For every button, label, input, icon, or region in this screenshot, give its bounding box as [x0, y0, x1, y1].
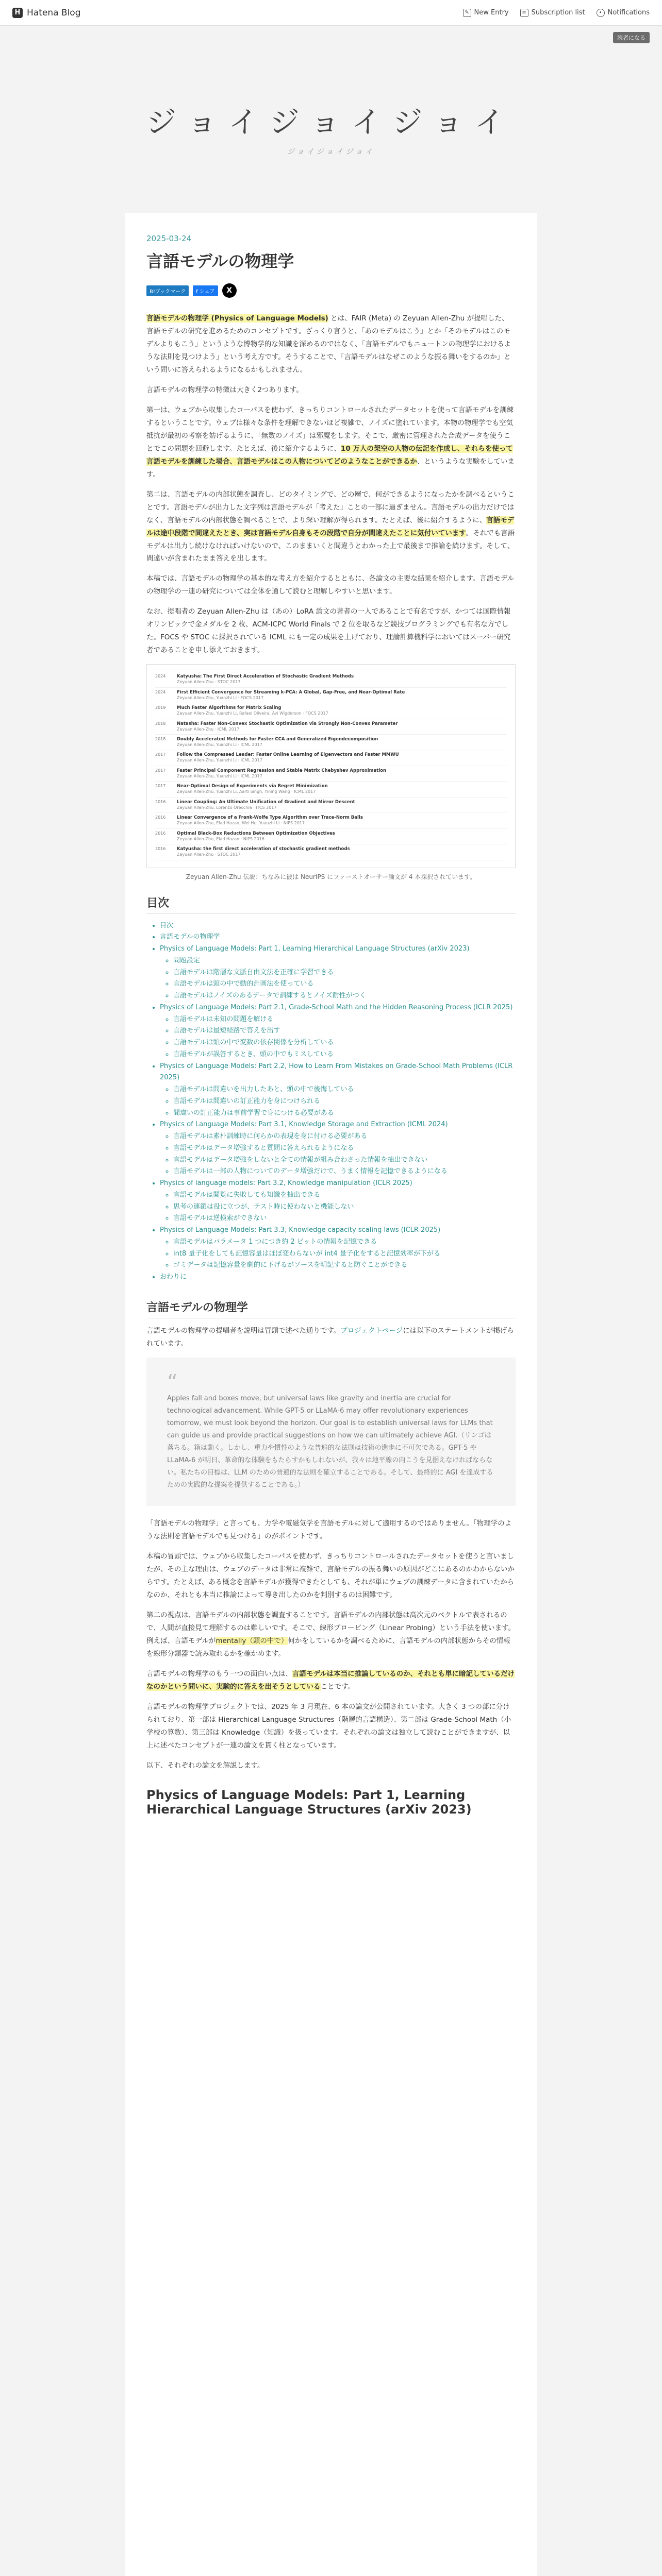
publication-row: [155, 750, 507, 766]
toc-link[interactable]: Physics of Language Models: Part 1, Learning Hierarchical Language Structures (arXiv 2023): [160, 945, 470, 953]
publication-meta: Zeyuan Allen-Zhu, Yuanzhi Li, Rafael Oliveira, Avi Wigderson · FOCS 2017: [177, 711, 328, 716]
toc-item[interactable]: [160, 1178, 516, 1225]
toc-sublist: [160, 1236, 516, 1272]
publication-entry: [177, 737, 378, 748]
toc-link[interactable]: 言語モデルの物理学: [160, 933, 220, 941]
publication-year: 2018: [155, 737, 166, 741]
highlight-text: 10 万人の架空の人物の伝記を作成し、それらを使って言語モデルを訓練した場合、言語モデルはこの人物についてどのようなことができるか: [146, 444, 513, 466]
blog-subtitle: ジョイジョイジョイ: [287, 148, 375, 156]
section-heading: 言語モデルの物理学: [146, 1299, 516, 1318]
publication-title: Doubly Accelerated Methods for Faster CCA and Generalized Eigendecomposition: [177, 737, 378, 742]
subscription-label: Subscription list: [531, 9, 585, 16]
hatena-logo-icon: H: [12, 8, 23, 18]
toc-sublist: [160, 1084, 516, 1119]
publication-year: 2019: [155, 705, 166, 710]
toc-item[interactable]: [160, 1272, 516, 1283]
publication-title: Follow the Compressed Leader: Faster Online Learning of Eigenvectors and Faster MMWU: [177, 752, 399, 758]
publication-row: [155, 766, 507, 782]
toc-subitem[interactable]: ◦ 言語モデルは閲覧に失敗しても知識を抽出できる: [173, 1190, 516, 1201]
toc-item[interactable]: [160, 931, 516, 943]
publication-title: Katyusha: The First Direct Acceleration of Stochastic Gradient Methods: [177, 674, 354, 680]
toc-subitem[interactable]: ◦ 間違いの訂正能力は事前学習で身につける必要がある: [173, 1108, 516, 1120]
paragraph-text: 第一は、ウェブから収集したコーパスを使わず、きっちりコントロールされたデータセットを使って言語モデルを訓練するということです。ウェブは様々な条件を理解できないほど複雑で、ノイズに塗れています。本物の物理学でも空気抵抗が最初の考察を妨げるように、「無数のノイズ」は邪魔をします。そこで、厳密に管理された合成データを使うことでこの問題を回避します。たとえば、後に紹介するように、: [146, 405, 514, 453]
publication-meta: Zeyuan Allen-Zhu · ICML 2017: [177, 726, 239, 732]
toc-subitem[interactable]: ◦ 言語モデルは未知の問題を解ける: [173, 1014, 516, 1026]
publication-entry: [177, 768, 386, 779]
publication-meta: Zeyuan Allen-Zhu, Elad Hazan · NIPS 2016: [177, 836, 264, 841]
publication-list-image: [146, 664, 516, 868]
publication-row: [155, 719, 507, 735]
publication-meta: Zeyuan Allen-Zhu, Yuanzhi Li · ICML 2017: [177, 742, 262, 748]
paragraph: [146, 404, 516, 481]
publication-title: Optimal Black-Box Reductions Between Optimization Objectives: [177, 831, 335, 836]
notifications-label: Notifications: [607, 9, 650, 16]
toc-subitem[interactable]: ◦ 言語モデルは素朴訓練時に何らかの表現を身に付ける必要がある: [173, 1131, 516, 1143]
publication-row: [155, 813, 507, 828]
toc-sublist: [160, 1014, 516, 1061]
toc-link[interactable]: Physics of Language Models: Part 3.3, Knowledge capacity scaling laws (ICLR 2025): [160, 1226, 441, 1234]
toc-subitem[interactable]: ◦ 言語モデルは逆検索ができない: [173, 1213, 516, 1225]
toc-link[interactable]: おわりに: [160, 1273, 187, 1281]
paragraph: 言語モデルの物理学の特徴は大きく2つあります。: [146, 385, 303, 394]
toc-link[interactable]: 目次: [160, 921, 174, 929]
paragraph: [146, 1609, 516, 1660]
publication-year: 2017: [155, 768, 166, 773]
toc-subitem[interactable]: ◦ 言語モデルは頭の中で動的計画法を使っている: [173, 978, 516, 990]
paragraph: 本稿の冒頭では、ウェブから収集したコーパスを使わず、きっちりコントロールされたデータセットを使うと言いましたが、その主な理由は、ウェブのデータは非常に複雑で、言語モデルの振る舞いの原因がどこにあるのかわからないからです。たとえば、ある概念を言語モデルが獲得できたとしても、それが単にウェブの訓練データに含まれていたからなのか、それとも本当に推論によって導き出したのかを判別するのは困難です。: [146, 1552, 515, 1599]
highlight-text: 言語モデルは本当に推論しているのか、それとも単に暗記しているだけなのかという問いに、実験的に答えを出そうとしている: [146, 1669, 515, 1691]
publication-title: First Efficient Convergence for Streaming k-PCA: A Global, Gap-Free, and Near-Optimal Rate: [177, 689, 405, 695]
paragraph-text: ことです。: [320, 1682, 355, 1691]
publication-year: 2016: [155, 799, 166, 804]
toc-item[interactable]: [160, 943, 516, 1002]
publication-year: 2016: [155, 815, 166, 820]
publication-entry: [177, 831, 335, 842]
paragraph-text: 第二は、言語モデルの内部状態を調査し、どのタイミングで、どの層で、何ができるようになったかを調べるということです。言語モデルが出力した文字列は言語モデルが「考えた」ことの一部に過ぎません。言語モデルの出力だけではなく、言語モデルの内部状態を調べることで、より深い理解が得られます。たとえば、後に紹介するように、: [146, 490, 515, 524]
paragraph-text: には以下のステートメントが掲げられています。: [146, 1326, 514, 1348]
paragraph: [146, 488, 516, 566]
top-bar: [0, 0, 662, 26]
toc-subitem[interactable]: ◦ ゴミデータは記憶容量を劇的に下げるがソースを明記すると防ぐことができる: [173, 1260, 516, 1272]
publication-row: [155, 798, 507, 813]
facebook-share-button[interactable]: f シェア: [193, 285, 218, 296]
toc-item[interactable]: [160, 1002, 516, 1061]
publication-entry: [177, 815, 363, 826]
publication-meta: Zeyuan Allen-Zhu, Elad Hazan, Wei Hu, Yuanzhi Li · NIPS 2017: [177, 821, 305, 826]
publication-entry: [177, 784, 328, 794]
publication-meta: Zeyuan Allen-Zhu, Lorenzo Orecchia · ITCS 2017: [177, 805, 277, 810]
quote-text: Apples fall and boxes move, but universal laws like gravity and inertia are crucial for technological advancement. While GPT-5 or LLaMA-6 may offer revolutionary experiences tomorrow, we must look beyond the horizon. Our goal is to establish universal laws for LLMs that can guide us and provide practical suggestions on how we can ultimately achieve AGI.（リンゴは落ちる。箱は動く。しかし、重力や慣性のような普遍的な法則は技術の進歩に不可欠である。GPT-5 や LLaMA-6 が明日、革命的な体験をもたらすかもしれないが、我々は地平線の向こうを見据えなければならない。私たちの目標は、LLM のための普遍的な法則を確立することである。そして、最終的に AGI を達成するための実践的な提案を提供することである。）: [167, 1394, 493, 1489]
paragraph-text: 言語モデルの物理学のもう一つの面白い点は、: [146, 1669, 292, 1678]
publication-row: [155, 735, 507, 750]
toc-item[interactable]: [160, 920, 516, 932]
toc-subitem[interactable]: ◦ 言語モデルは階層な文脈自由文法を正確に学習できる: [173, 967, 516, 979]
paragraph: [146, 1668, 516, 1693]
publication-entry: [177, 800, 355, 810]
toc-subitem[interactable]: ◦ 言語モデルは一部の人物についてのデータ増強だけで、うまく情報を記憶できるようになる: [173, 1166, 516, 1178]
publication-entry: [177, 690, 405, 701]
publication-title: Natasha: Faster Non-Convex Stochastic Optimization via Strongly Non-Convex Parameter: [177, 721, 398, 726]
publication-title: Katyusha: the first direct acceleration of stochastic gradient methods: [177, 846, 350, 852]
publication-meta: Zeyuan Allen-Zhu, Yuanzhi Li · ICML 2017: [177, 758, 262, 763]
bell-icon: •: [597, 9, 605, 17]
paragraph-text: 言語モデルの物理学の提唱者を説明は冒頭で述べた通りです。: [146, 1326, 341, 1335]
toc-subitem[interactable]: ◦ 言語モデルはパラメータ 1 つにつき約 2 ビットの情報を記憶できる: [173, 1236, 516, 1248]
hatena-bookmark-button[interactable]: B!ブックマーク: [146, 285, 189, 296]
publication-meta: Zeyuan Allen-Zhu, Yuanzhi Li · FOCS 2017: [177, 695, 264, 700]
toc-subitem[interactable]: ◦ 思考の連鎖は役に立つが、テスト時に使わないと機能しない: [173, 1201, 516, 1213]
paragraph-text: 。それでも言語モデルは出力し続けなければいけないので、このままいくと間違うとわかった上で最後まで推論を続けます。そして、間違いが含まれたまま答えを出します。: [146, 529, 515, 563]
toc-subitem[interactable]: ◦ 言語モデルは最短経路で答えを出す: [173, 1025, 516, 1037]
toc-subitem[interactable]: ◦ 言語モデルはデータ増強すると質問に答えられるようになる: [173, 1143, 516, 1155]
publication-entry: [177, 674, 354, 685]
new-entry-button[interactable]: [463, 9, 509, 17]
become-reader-button[interactable]: 読者になる: [613, 32, 650, 43]
publication-title: Linear Convergence of a Frank-Wolfe Type Algorithm over Trace-Norm Balls: [177, 815, 363, 821]
top-nav: [463, 9, 650, 17]
paragraph-text: 何かをしているかを調べるために、言語モデルの内部状態からその情報を線形分類器で読み取れるかを確かめます。: [146, 1636, 510, 1658]
brand[interactable]: [12, 8, 81, 18]
publication-meta: Zeyuan Allen-Zhu, Yuanzhi Li, Aarti Singh, Yining Wang · ICML 2017: [177, 789, 316, 794]
table-of-contents: [146, 920, 516, 1283]
publication-meta: Zeyuan Allen-Zhu · STOC 2017: [177, 680, 241, 685]
publication-year: 2017: [155, 752, 166, 757]
toc-sublist: [160, 1190, 516, 1225]
paragraph: 以下、それぞれの論文を解説します。: [146, 1761, 264, 1770]
share-buttons: [146, 283, 516, 298]
publication-row: [155, 688, 507, 703]
paragraph-text: 、というような実験をしています。: [146, 457, 515, 479]
toc-link[interactable]: Physics of Language Models: Part 2.2, How to Learn From Mistakes on Grade-School Math Problems (ICLR 2025): [160, 1062, 513, 1082]
publication-entry: [177, 705, 328, 716]
publication-year: 2016: [155, 831, 166, 836]
highlight-text: 言語モデルは途中段階で間違えたとき、実は言語モデル自身もその段階で自分が間違えたことに気付いています: [146, 516, 515, 537]
publication-title: Linear Coupling: An Ultimate Unification of Gradient and Mirror Descent: [177, 799, 355, 805]
publication-row: [155, 829, 507, 844]
toc-subitem[interactable]: ◦ 言語モデルが誤答するとき、頭の中でもミスしている: [173, 1049, 516, 1061]
toc-subitem[interactable]: ◦ 言語モデルは頭の中で変数の依存関係を分析している: [173, 1037, 516, 1049]
quote-mark-icon: “: [167, 1370, 178, 1394]
toc-subitem[interactable]: ◦ 言語モデルはデータ増強をしないと全ての情報が組み合わさった情報を抽出できない: [173, 1155, 516, 1166]
paragraph: [146, 312, 516, 377]
toc-link[interactable]: Physics of Language Models: Part 3.1, Knowledge Storage and Extraction (ICML 2024): [160, 1121, 448, 1129]
publication-year: 2018: [155, 721, 166, 726]
publication-year: 2016: [155, 846, 166, 852]
publication-entry: [177, 846, 350, 857]
publication-meta: Zeyuan Allen-Zhu, Yuanzhi Li · ICML 2017: [177, 773, 262, 778]
blockquote: [146, 1358, 516, 1506]
paragraph: 言語モデルの物理学プロジェクトでは、2025 年 3 月現在、6 本の論文が公開されています。大きく 3 つの部に分けられており、第一部は Hierarchical Language Structures（階層的言語構造）、第二部は Grade-School Math（小学校の算数）、第三部は Knowledge（知識）を扱っています。それぞれの論文は独立して読むことができますが、以上に述べたコンセプトが一連の論文を貫く柱となっています。: [146, 1702, 511, 1750]
toc-item[interactable]: [160, 1225, 516, 1272]
publication-entry: [177, 752, 399, 763]
subscription-list-button[interactable]: [520, 9, 585, 17]
x-share-button[interactable]: X: [222, 283, 237, 298]
paragraph: 「言語モデルの物理学」と言っても、力学や電磁気学を言語モデルに対して適用するのではありません。「物理学のような法則を言語モデルでも見つける」のがポイントです。: [146, 1519, 512, 1541]
notifications-button[interactable]: [597, 9, 650, 17]
toc-link[interactable]: Physics of Language Models: Part 2.1, Grade-School Math and the Hidden Reasoning Process (ICLR 2025): [160, 1003, 513, 1011]
project-page-link[interactable]: プロジェクトページ: [340, 1326, 403, 1335]
toc-link[interactable]: Physics of language models: Part 3.2, Knowledge manipulation (ICLR 2025): [160, 1179, 412, 1187]
article-date[interactable]: 2025-03-24: [146, 234, 192, 243]
publication-year: 2017: [155, 784, 166, 789]
publication-row: [155, 844, 507, 860]
toc-sublist: [160, 1131, 516, 1178]
publication-year: 2024: [155, 674, 166, 679]
highlight-text: mentally（頭の中で）: [216, 1636, 288, 1645]
image-caption: Zeyuan Allen-Zhu 伝説：ちなみに彼は NeurIPS にファーストオーサー論文が 4 本採択されています。: [186, 873, 476, 880]
publication-title: Near-Optimal Design of Experiments via Regret Minimization: [177, 784, 328, 789]
paragraph-text: とは、FAIR (Meta) の Zeyuan Allen-Zhu が提唱した、言語モデルの研究を進めるためのコンセプトです。ざっくり言うと、「あのモデルはこう」とか「そのモデルはこのモデルよりもこう」というような博物学的な知識を深めるのではなく、「言語モデルでもニュートンの物理学におけるような法則を見つけよう」という考え方です。そうすることで、「言語モデルはなぜこのような振る舞いをするのか」という問いに答えられるようになるかもしれません。: [146, 314, 511, 374]
blog-title[interactable]: ジョイジョイジョイ: [146, 105, 516, 140]
paragraph: なお、提唱者の Zeyuan Allen-Zhu は（あの）LoRA 論文の著者の一人であることで有名ですが、かつては国際情報オリンピックで金メダルを 2 枚、ACM-ICPC World Finals で 2 位を取るなど競技プログラミングでも有名な方でした。FOCS や STOC に採択されている ICML にも一定の成果を上げており、理論計算機科学においてはスーパー研究者であることを申し添えておきます。: [146, 607, 511, 655]
section-heading: Physics of Language Models: Part 1, Learning Hierarchical Language Structures (arXiv 2023): [146, 1787, 472, 1817]
toc-heading: 目次: [146, 894, 516, 914]
toc-subitem[interactable]: ◦ int8 量子化をしても記憶容量はほぼ変わらないが int4 量子化をすると記憶効率が下がる: [173, 1248, 516, 1260]
brand-name: Hatena Blog: [27, 7, 81, 18]
new-entry-label: New Entry: [474, 9, 509, 16]
toc-subitem[interactable]: ◦ 言語モデルは間違いの訂正能力を身につけられる: [173, 1096, 516, 1108]
list-icon: ≡: [520, 9, 528, 17]
toc-sublist: [160, 955, 516, 1002]
publication-row: [155, 672, 507, 687]
highlight-term: 言語モデルの物理学 (Physics of Language Models): [146, 314, 328, 323]
article: [125, 213, 537, 2576]
pencil-icon: ✎: [463, 9, 471, 17]
paragraph-text: 第二の視点は、言語モデルの内部状態を調査することです。言語モデルの内部状態は高次元のベクトルで表されるので、人間が直接見て理解するのは難しいです。そこで、線形プロービング（Linear Probing）という手法を使います。例えば、言語モデルが: [146, 1611, 516, 1645]
publication-entry: [177, 721, 398, 732]
publication-row: [155, 782, 507, 797]
paragraph: 本稿では、言語モデルの物理学の基本的な考え方を紹介するとともに、各論文の主要な結果を紹介します。言語モデルの物理学の一連の研究については全体を通して読むと理解しやすいと思います。: [146, 574, 515, 596]
publication-meta: Zeyuan Allen-Zhu · STOC 2017: [177, 852, 241, 857]
toc-item[interactable]: [160, 1061, 516, 1120]
publication-row: [155, 703, 507, 719]
publication-year: 2024: [155, 689, 166, 694]
paragraph: [146, 1325, 516, 1350]
publication-title: Much Faster Algorithms for Matrix Scaling: [177, 705, 282, 711]
publication-title: Faster Principal Component Regression and Stable Matrix Chebyshev Approximation: [177, 768, 387, 773]
toc-subitem[interactable]: ◦ 問題設定: [173, 955, 516, 967]
article-title[interactable]: 言語モデルの物理学: [146, 251, 294, 271]
toc-subitem[interactable]: ◦ 言語モデルは間違いを出力したあと、頭の中で後悔している: [173, 1084, 516, 1096]
toc-item[interactable]: [160, 1119, 516, 1178]
toc-subitem[interactable]: ◦ 言語モデルはノイズのあるデータで訓練するとノイズ耐性がつく: [173, 990, 516, 1002]
